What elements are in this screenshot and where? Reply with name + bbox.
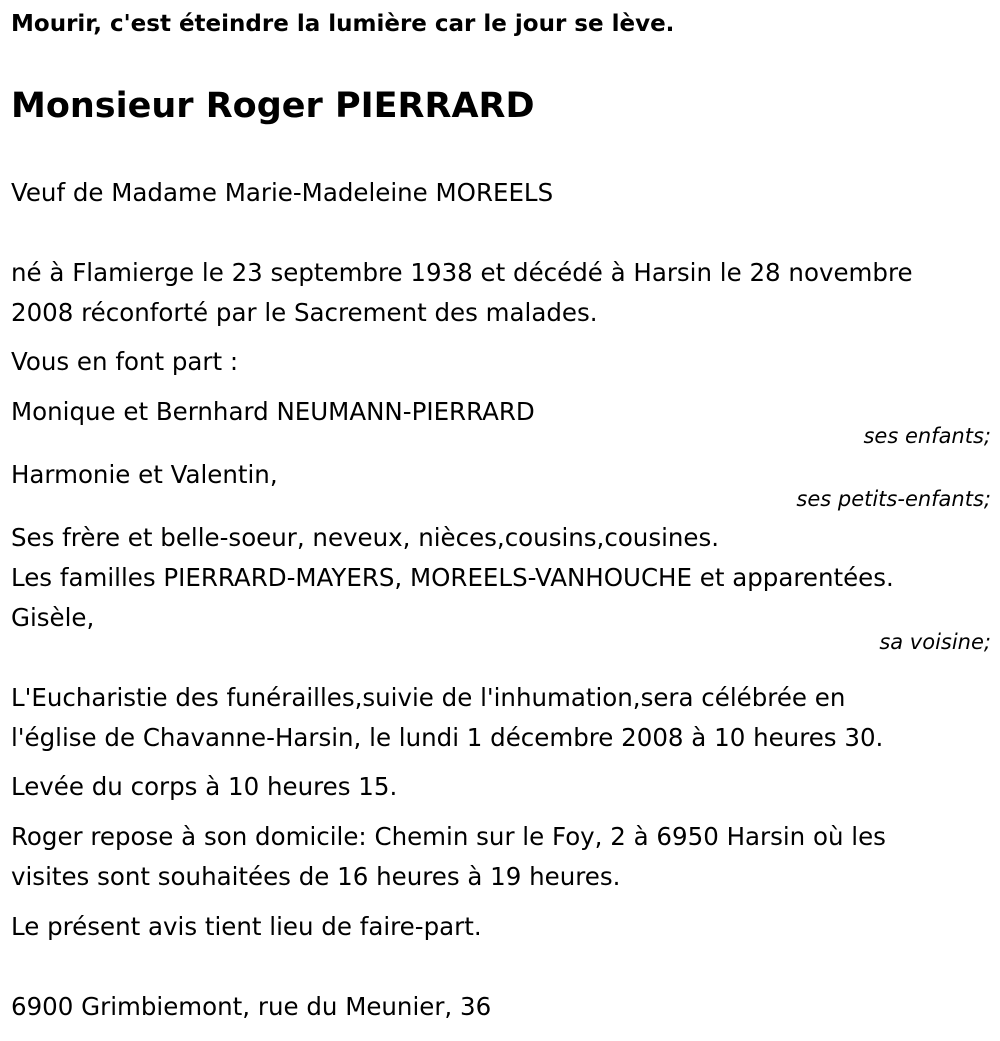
family-grandchildren-relation: ses petits-enfants; — [796, 487, 991, 511]
epitaph-quote: Mourir, c'est éteindre la lumière car le jour se lève. — [11, 11, 675, 37]
family-children-relation: ses enfants; — [863, 424, 991, 448]
widow-line: Veuf de Madame Marie-Madeleine MOREELS — [11, 178, 554, 207]
birth-death-line-2: 2008 réconforté par le Sacrement des malades. — [11, 298, 598, 327]
family-address: 6900 Grimbiemont, rue du Meunier, 36 — [11, 992, 492, 1021]
visit-line-1: Roger repose à son domicile: Chemin sur le Foy, 2 à 6950 Harsin où les — [11, 822, 886, 851]
announce-intro: Vous en font part : — [11, 347, 239, 376]
closing-line: Le présent avis tient lieu de faire-part. — [11, 912, 482, 941]
relatives-line-2: Les familles PIERRARD-MAYERS, MOREELS-VANHOUCHE et apparentées. — [11, 563, 894, 592]
relatives-line-1: Ses frère et belle-soeur, neveux, nièces,cousins,cousines. — [11, 523, 720, 552]
neighbor-name: Gisèle, — [11, 603, 95, 632]
visit-line-2: visites sont souhaitées de 16 heures à 19 heures. — [11, 862, 621, 891]
levee-line: Levée du corps à 10 heures 15. — [11, 772, 398, 801]
funeral-line-1: L'Eucharistie des funérailles,suivie de l'inhumation,sera célébrée en — [11, 683, 846, 712]
family-grandchildren-names: Harmonie et Valentin, — [11, 460, 278, 489]
neighbor-relation: sa voisine; — [879, 630, 991, 654]
family-children-names: Monique et Bernhard NEUMANN-PIERRARD — [11, 397, 535, 426]
deceased-name: Monsieur Roger PIERRARD — [11, 86, 535, 126]
birth-death-line-1: né à Flamierge le 23 septembre 1938 et décédé à Harsin le 28 novembre — [11, 258, 913, 287]
funeral-line-2: l'église de Chavanne-Harsin, le lundi 1 décembre 2008 à 10 heures 30. — [11, 723, 884, 752]
